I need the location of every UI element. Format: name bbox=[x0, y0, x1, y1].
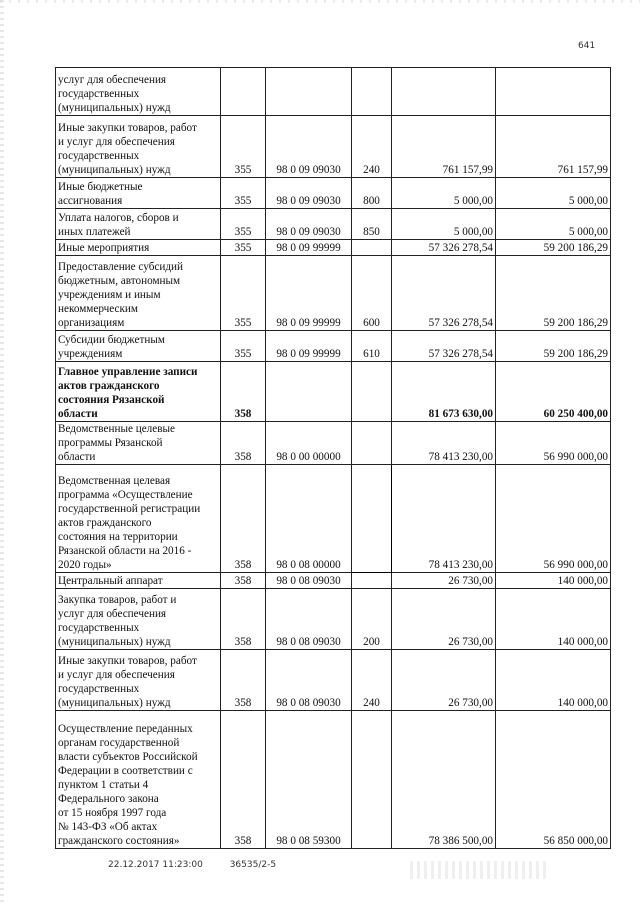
row-sum-2018-cell bbox=[496, 68, 611, 116]
table-row bbox=[56, 573, 611, 589]
row-ved-cell: 355 bbox=[221, 116, 266, 178]
faded-scan-text bbox=[410, 861, 550, 879]
row-csr-cell: 98 0 09 99999 bbox=[266, 256, 352, 331]
row-ved-cell: 355 bbox=[221, 331, 266, 362]
budget-table-body bbox=[56, 68, 611, 849]
row-name-cell: услуг для обеспечения государственных (муниципальных) нужд bbox=[56, 68, 221, 116]
row-ved-cell: 358 bbox=[221, 589, 266, 650]
row-name-cell: Ведомственные целевые программы Рязанской области bbox=[56, 422, 221, 465]
row-ved-cell: 358 bbox=[221, 465, 266, 573]
row-vr-cell: 240 bbox=[352, 650, 392, 711]
row-vr-cell: 600 bbox=[352, 256, 392, 331]
row-sum-2018-cell: 60 250 400,00 bbox=[496, 362, 611, 422]
row-sum-2018-cell: 59 200 186,29 bbox=[496, 240, 611, 256]
row-name-cell: Субсидии бюджетным учреждениям bbox=[56, 331, 221, 362]
scan-edge-top bbox=[0, 0, 640, 3]
table-row bbox=[56, 711, 611, 849]
row-csr-cell: 98 0 08 09030 bbox=[266, 650, 352, 711]
row-sum-2017-cell: 57 326 278,54 bbox=[392, 240, 496, 256]
row-sum-2018-cell: 140 000,00 bbox=[496, 589, 611, 650]
row-vr-cell bbox=[352, 711, 392, 849]
row-vr-cell: 200 bbox=[352, 589, 392, 650]
row-name-cell: Предоставление субсидий бюджетным, автономным учреждениям и иным некоммерческим организациям bbox=[56, 256, 221, 331]
row-sum-2017-cell: 57 326 278,54 bbox=[392, 256, 496, 331]
row-csr-cell: 98 0 09 99999 bbox=[266, 331, 352, 362]
row-vr-cell bbox=[352, 68, 392, 116]
row-ved-cell: 355 bbox=[221, 240, 266, 256]
row-sum-2018-cell: 140 000,00 bbox=[496, 573, 611, 589]
row-name-cell: Закупка товаров, работ и услуг для обеспечения государственных (муниципальных) нужд bbox=[56, 589, 221, 650]
row-sum-2018-cell: 761 157,99 bbox=[496, 116, 611, 178]
row-vr-cell bbox=[352, 573, 392, 589]
row-sum-2018-cell: 59 200 186,29 bbox=[496, 331, 611, 362]
row-sum-2017-cell: 26 730,00 bbox=[392, 650, 496, 711]
row-sum-2017-cell: 78 413 230,00 bbox=[392, 422, 496, 465]
footer bbox=[108, 860, 300, 870]
row-sum-2018-cell: 140 000,00 bbox=[496, 650, 611, 711]
row-name-cell: Иные закупки товаров, работ и услуг для обеспечения государственных (муниципальных) нужд bbox=[56, 650, 221, 711]
row-csr-cell: 98 0 09 09030 bbox=[266, 178, 352, 209]
row-csr-cell: 98 0 09 09030 bbox=[266, 116, 352, 178]
table-row bbox=[56, 256, 611, 331]
row-name-cell: Иные мероприятия bbox=[56, 240, 221, 256]
row-csr-cell bbox=[266, 68, 352, 116]
budget-table bbox=[55, 67, 611, 849]
row-ved-cell: 355 bbox=[221, 209, 266, 240]
row-sum-2017-cell: 761 157,99 bbox=[392, 116, 496, 178]
table-row bbox=[56, 178, 611, 209]
table-row bbox=[56, 650, 611, 711]
row-ved-cell: 358 bbox=[221, 573, 266, 589]
row-name-cell: Ведомственная целевая программа «Осуществление государственной регистрации актов гражданского состояния на территории Рязанской области на 2016 - 2020 годы» bbox=[56, 465, 221, 573]
row-vr-cell: 240 bbox=[352, 116, 392, 178]
row-csr-cell bbox=[266, 362, 352, 422]
table-row bbox=[56, 209, 611, 240]
row-csr-cell: 98 0 00 00000 bbox=[266, 422, 352, 465]
table-row bbox=[56, 331, 611, 362]
row-sum-2018-cell: 56 990 000,00 bbox=[496, 422, 611, 465]
footer-timestamp: 22.12.2017 11:23:00 bbox=[108, 860, 203, 870]
row-vr-cell: 800 bbox=[352, 178, 392, 209]
page-number: 641 bbox=[578, 41, 596, 51]
row-sum-2018-cell: 5 000,00 bbox=[496, 209, 611, 240]
row-ved-cell bbox=[221, 68, 266, 116]
row-sum-2017-cell: 81 673 630,00 bbox=[392, 362, 496, 422]
row-name-cell: Центральный аппарат bbox=[56, 573, 221, 589]
row-csr-cell: 98 0 09 99999 bbox=[266, 240, 352, 256]
row-name-cell: Осуществление переданных органам государственной власти субъектов Российской Федерации в соответствии с пунктом 1 статьи 4 Федерального закона от 15 ноября 1997 года № 143-ФЗ «Об актах гражданского состояния» bbox=[56, 711, 221, 849]
row-sum-2017-cell: 78 386 500,00 bbox=[392, 711, 496, 849]
row-sum-2018-cell: 5 000,00 bbox=[496, 178, 611, 209]
row-csr-cell: 98 0 08 59300 bbox=[266, 711, 352, 849]
scan-edge-left bbox=[0, 0, 4, 905]
row-vr-cell bbox=[352, 422, 392, 465]
row-vr-cell bbox=[352, 240, 392, 256]
row-vr-cell: 610 bbox=[352, 331, 392, 362]
row-name-cell: Уплата налогов, сборов и иных платежей bbox=[56, 209, 221, 240]
table-row bbox=[56, 465, 611, 573]
table-row bbox=[56, 422, 611, 465]
table-row bbox=[56, 240, 611, 256]
row-ved-cell: 358 bbox=[221, 650, 266, 711]
row-csr-cell: 98 0 08 09030 bbox=[266, 589, 352, 650]
row-vr-cell: 850 bbox=[352, 209, 392, 240]
table-row bbox=[56, 68, 611, 116]
row-ved-cell: 355 bbox=[221, 178, 266, 209]
row-sum-2018-cell: 59 200 186,29 bbox=[496, 256, 611, 331]
row-name-cell: Иные закупки товаров, работ и услуг для обеспечения государственных (муниципальных) нужд bbox=[56, 116, 221, 178]
row-sum-2017-cell: 78 413 230,00 bbox=[392, 465, 496, 573]
row-sum-2018-cell: 56 850 000,00 bbox=[496, 711, 611, 849]
row-sum-2018-cell: 56 990 000,00 bbox=[496, 465, 611, 573]
row-sum-2017-cell bbox=[392, 68, 496, 116]
footer-doc-code: 36535/2-5 bbox=[229, 860, 277, 870]
table-row bbox=[56, 362, 611, 422]
row-csr-cell: 98 0 08 09030 bbox=[266, 573, 352, 589]
row-csr-cell: 98 0 08 00000 bbox=[266, 465, 352, 573]
row-sum-2017-cell: 57 326 278,54 bbox=[392, 331, 496, 362]
row-name-cell: Главное управление записи актов гражданского состояния Рязанской области bbox=[56, 362, 221, 422]
row-csr-cell: 98 0 09 09030 bbox=[266, 209, 352, 240]
row-ved-cell: 358 bbox=[221, 711, 266, 849]
row-sum-2017-cell: 5 000,00 bbox=[392, 178, 496, 209]
table-row bbox=[56, 589, 611, 650]
row-sum-2017-cell: 26 730,00 bbox=[392, 573, 496, 589]
row-ved-cell: 358 bbox=[221, 422, 266, 465]
row-sum-2017-cell: 26 730,00 bbox=[392, 589, 496, 650]
table-row bbox=[56, 116, 611, 178]
row-ved-cell: 355 bbox=[221, 256, 266, 331]
row-sum-2017-cell: 5 000,00 bbox=[392, 209, 496, 240]
row-ved-cell: 358 bbox=[221, 362, 266, 422]
row-vr-cell bbox=[352, 362, 392, 422]
row-vr-cell bbox=[352, 465, 392, 573]
row-name-cell: Иные бюджетные ассигнования bbox=[56, 178, 221, 209]
